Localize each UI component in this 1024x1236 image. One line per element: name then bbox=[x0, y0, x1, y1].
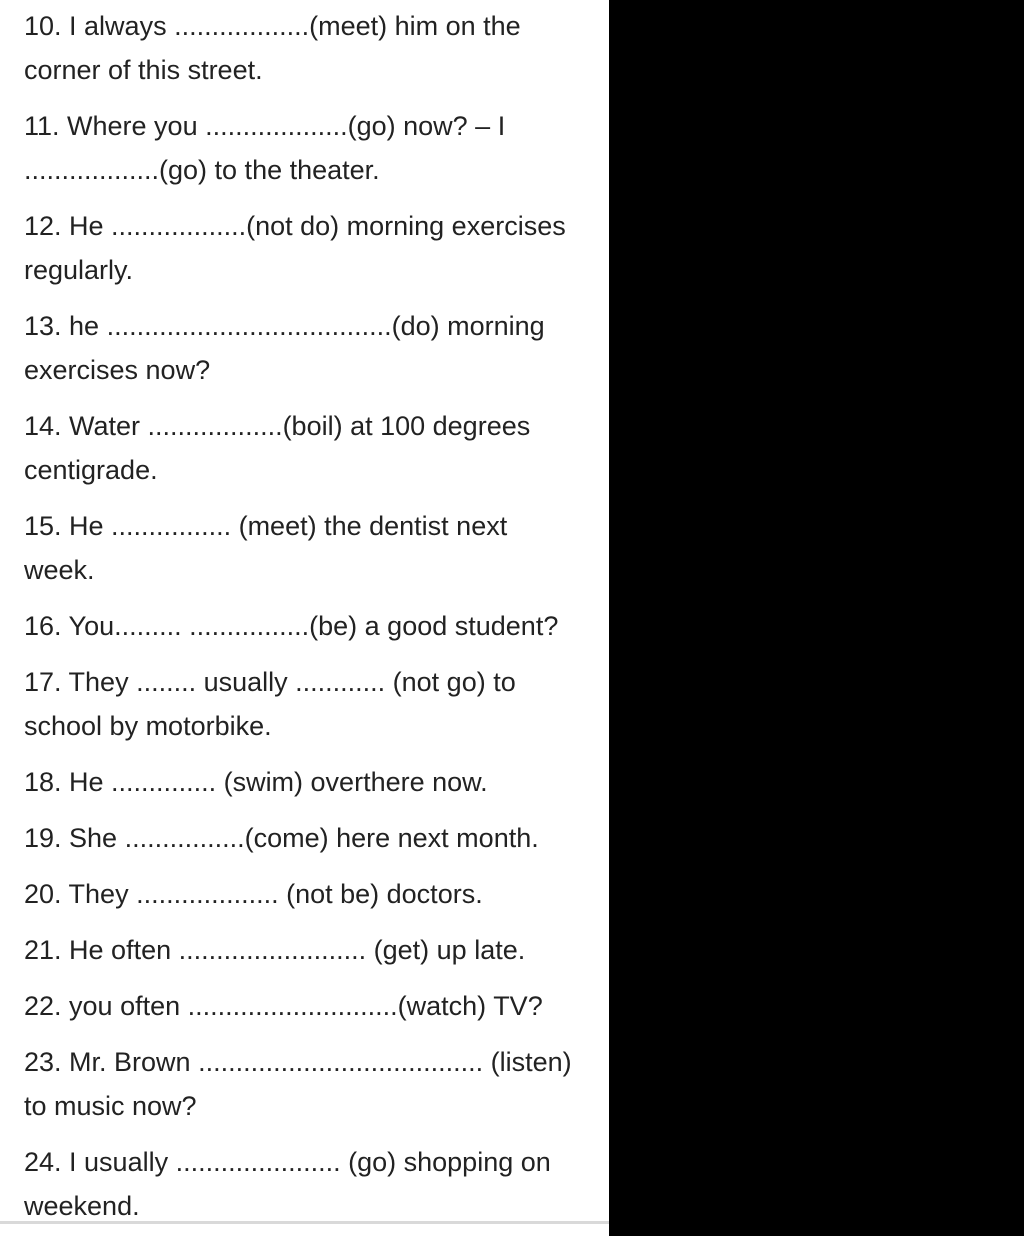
exercise-line: 12. He ..................(not do) morning exercises bbox=[24, 211, 566, 241]
exercise-line: school by motorbike. bbox=[24, 711, 272, 741]
exercise-line: 17. They ........ usually ............ (not go) to bbox=[24, 667, 516, 697]
exercise-line: week. bbox=[24, 555, 95, 585]
exercise-line: 14. Water ..................(boil) at 100 degrees bbox=[24, 411, 531, 441]
page-bottom-divider bbox=[0, 1221, 609, 1224]
exercise-line: 22. you often ............................(watch) TV? bbox=[24, 991, 543, 1021]
exercise-line: 16. You......... ................(be) a good student? bbox=[24, 611, 559, 641]
exercise-line: 24. I usually ...................... (go) shopping on bbox=[24, 1147, 551, 1177]
exercise-line: to music now? bbox=[24, 1091, 197, 1121]
exercise-line: 10. I always ..................(meet) him on the bbox=[24, 11, 521, 41]
black-margin-area bbox=[609, 0, 1024, 1236]
exercise-line: 19. She ................(come) here next month. bbox=[24, 823, 539, 853]
exercise-line: 21. He often ......................... (get) up late. bbox=[24, 935, 526, 965]
exercise-line: 23. Mr. Brown ...................................... (listen) bbox=[24, 1047, 572, 1077]
exercise-line: 13. he ......................................(do) morning bbox=[24, 311, 545, 341]
exercise-line: ..................(go) to the theater. bbox=[24, 155, 380, 185]
exercise-line: regularly. bbox=[24, 255, 134, 285]
exercise-line: 15. He ................ (meet) the dentist next bbox=[24, 511, 508, 541]
exercise-line: 18. He .............. (swim) overthere now. bbox=[24, 767, 488, 797]
exercise-line: 20. They ................... (not be) doctors. bbox=[24, 879, 483, 909]
exercise-line: centigrade. bbox=[24, 455, 158, 485]
exercise-line: weekend. bbox=[24, 1191, 140, 1221]
exercise-line: 11. Where you ...................(go) now? – I bbox=[24, 111, 506, 141]
exercise-line: exercises now? bbox=[24, 355, 211, 385]
exercise-line: corner of this street. bbox=[24, 55, 263, 85]
